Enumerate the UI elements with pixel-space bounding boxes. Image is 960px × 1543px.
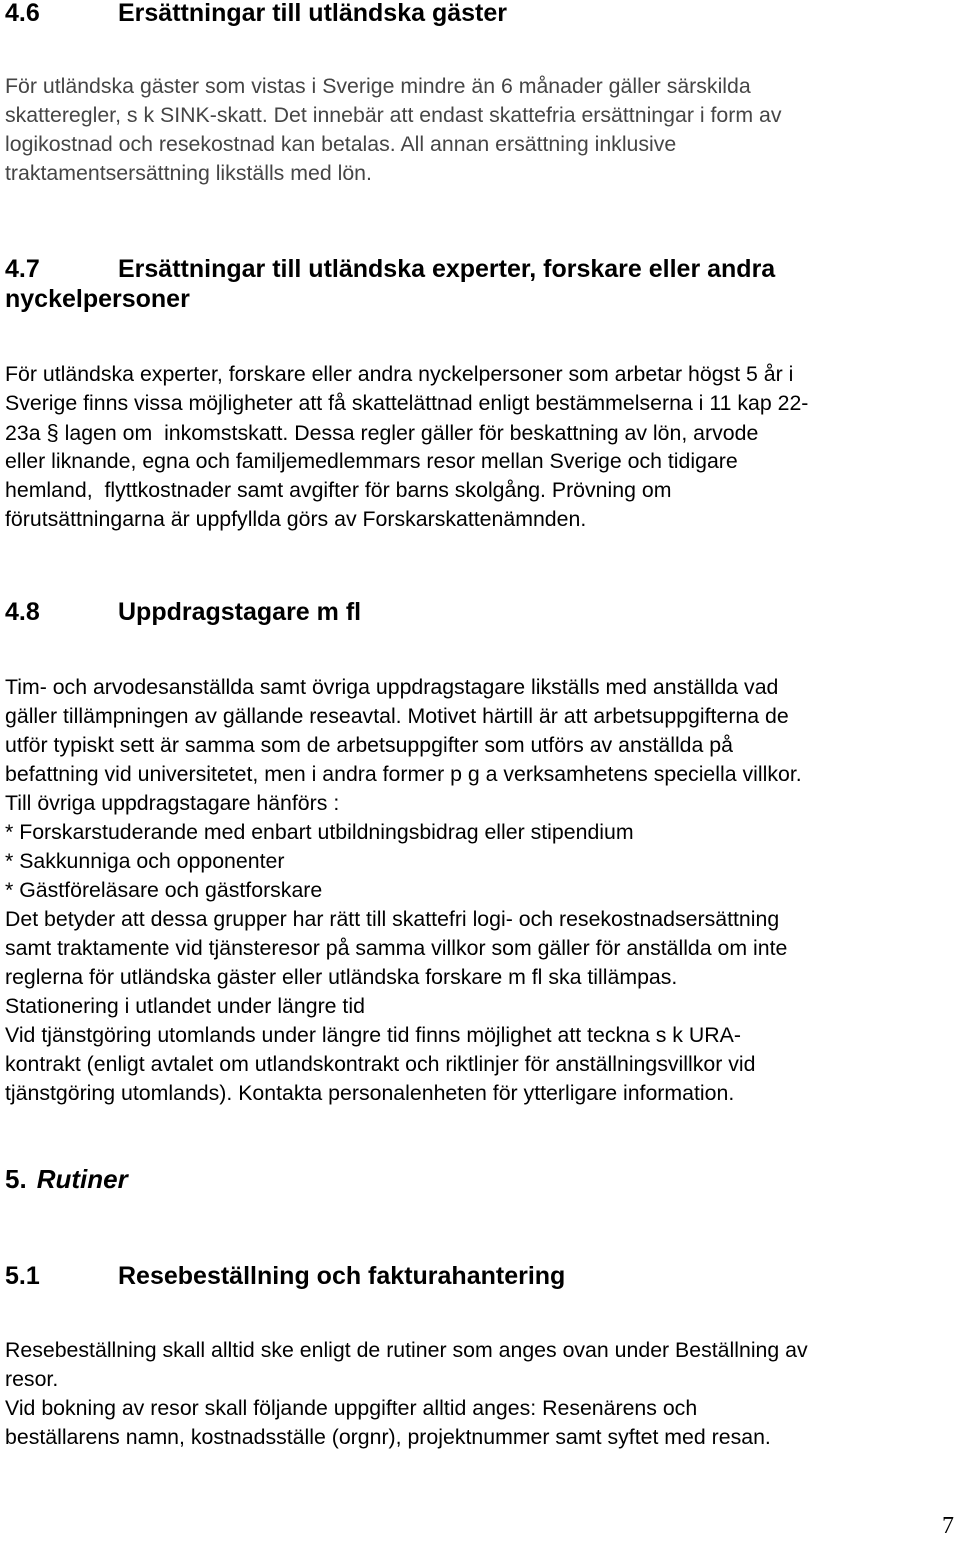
heading-title: Ersättningar till utländska gäster xyxy=(118,0,507,27)
section-sign: § xyxy=(46,420,59,445)
paragraph-line: Tim- och arvodesanställda samt övriga uppdragstagare likställs med anställda vad xyxy=(5,675,779,699)
heading-title: Rutiner xyxy=(36,1164,128,1194)
heading-number: 4.7 xyxy=(5,255,40,283)
paragraph-line: För utländska gäster som vistas i Sverige mindre än 6 månader gäller särskilda xyxy=(5,74,751,98)
list-item: * Forskarstuderande med enbart utbildningsbidrag eller stipendium xyxy=(5,820,634,844)
heading-4-7 xyxy=(5,254,775,284)
paragraph-line: kontrakt (enligt avtalet om utlandskontrakt och riktlinjer för anställningsvillkor vid xyxy=(5,1052,756,1076)
paragraph-line: traktamentsersättning likställs med lön. xyxy=(5,161,372,185)
paragraph-line: beställarens namn, kostnadsställe (orgnr), projektnummer samt syftet med resan. xyxy=(5,1425,771,1449)
paragraph-line: logikostnad och resekostnad kan betalas. All annan ersättning inklusive xyxy=(5,132,677,156)
heading-number: 4.8 xyxy=(5,598,40,626)
heading-4-6 xyxy=(5,0,507,28)
paragraph-line: resor. xyxy=(5,1367,59,1391)
heading-number: 5.1 xyxy=(5,1262,40,1290)
list-item: * Gästföreläsare och gästforskare xyxy=(5,878,323,902)
heading-4-7-continued: nyckelpersoner xyxy=(5,285,190,313)
paragraph-line: För utländska experter, forskare eller andra nyckelpersoner som arbetar högst 5 år i xyxy=(5,362,794,386)
paragraph-line: reglerna för utländska gäster eller utländska forskare m fl ska tillämpas. xyxy=(5,965,678,989)
paragraph-line: Stationering i utlandet under längre tid xyxy=(5,994,365,1018)
heading-title: Uppdragstagare m fl xyxy=(118,598,362,626)
paragraph-line: förutsättningarna är uppfyllda görs av Forskarskattenämnden. xyxy=(5,507,587,531)
page-number: 7 xyxy=(942,1513,954,1539)
paragraph-line: Resebeställning skall alltid ske enligt de rutiner som anges ovan under Beställning av xyxy=(5,1338,808,1362)
paragraph-line: 23a § lagen om inkomstskatt. Dessa regler gäller för beskattning av lön, arvode xyxy=(5,420,759,445)
paragraph-line: tjänstgöring utomlands). Kontakta personalenheten för ytterligare information. xyxy=(5,1081,735,1105)
heading-4-8 xyxy=(5,597,361,627)
paragraph-line: befattning vid universitetet, men i andra former p g a verksamhetens speciella villkor. xyxy=(5,762,802,786)
heading-title: Resebeställning och fakturahantering xyxy=(118,1262,566,1290)
paragraph-line: hemland, flyttkostnader samt avgifter för barns skolgång. Prövning om xyxy=(5,478,672,502)
paragraph-line: Det betyder att dessa grupper har rätt till skattefri logi- och resekostnadsersättning xyxy=(5,907,780,931)
paragraph-line: Vid tjänstgöring utomlands under längre tid finns möjlighet att teckna s k URA- xyxy=(5,1023,741,1047)
heading-number: 5. xyxy=(5,1164,27,1194)
paragraph-line: Sverige finns vissa möjligheter att få skattelättnad enligt bestämmelserna i 11 kap 22- xyxy=(5,391,809,415)
paragraph-line: skatteregler, s k SINK-skatt. Det innebär att endast skattefria ersättningar i form av xyxy=(5,103,782,127)
paragraph-line: samt traktamente vid tjänsteresor på samma villkor som gäller för anställda om inte xyxy=(5,936,788,960)
paragraph-line: utför typiskt sett är samma som de arbetsuppgifter som utförs av anställda på xyxy=(5,733,733,757)
list-item: * Sakkunniga och opponenter xyxy=(5,849,285,873)
heading-number: 4.6 xyxy=(5,0,40,27)
paragraph-line: Till övriga uppdragstagare hänförs : xyxy=(5,791,340,815)
heading-title: Ersättningar till utländska experter, forskare eller andra xyxy=(118,255,776,283)
paragraph-line: Vid bokning av resor skall följande uppgifter alltid anges: Resenärens och xyxy=(5,1396,698,1420)
paragraph-line: eller liknande, egna och familjemedlemmars resor mellan Sverige och tidigare xyxy=(5,449,738,473)
heading-5 xyxy=(5,1164,128,1194)
paragraph-line: gäller tillämpningen av gällande reseavtal. Motivet härtill är att arbetsuppgifterna de xyxy=(5,704,789,728)
heading-5-1 xyxy=(5,1261,565,1291)
